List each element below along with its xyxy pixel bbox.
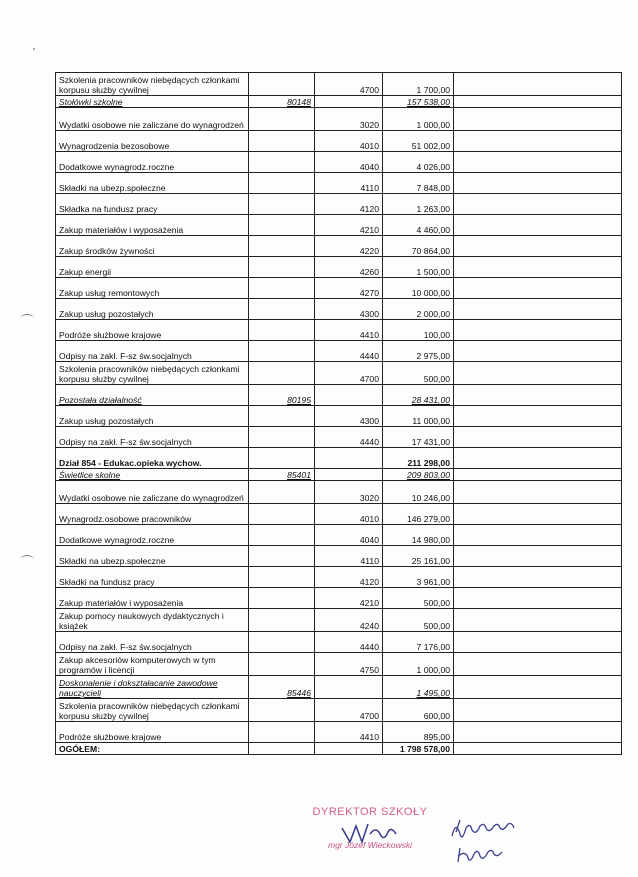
notes-cell <box>454 722 622 743</box>
notes-cell <box>454 743 622 755</box>
item-name-cell: Dodatkowe wynagrodz.roczne <box>56 152 249 173</box>
table-row <box>56 504 622 525</box>
section-code-cell: 80195 <box>249 385 315 406</box>
section-code-cell <box>249 588 315 609</box>
item-name-cell: Składki na fundusz pracy <box>56 567 249 588</box>
notes-cell <box>454 362 622 385</box>
amount-cell: 4 026,00 <box>383 152 454 173</box>
paragraph-code-cell: 4440 <box>315 632 383 653</box>
notes-cell <box>454 448 622 469</box>
paragraph-code-cell: 4120 <box>315 567 383 588</box>
section-code-cell <box>249 215 315 236</box>
amount-cell: 28 431,00 <box>383 385 454 406</box>
notes-cell <box>454 481 622 504</box>
notes-cell <box>454 299 622 320</box>
item-name-cell: Podróże służbowe krajowe <box>56 722 249 743</box>
paragraph-code-cell: 4700 <box>315 73 383 96</box>
notes-cell <box>454 194 622 215</box>
item-name-cell: Wydatki osobowe nie zaliczane do wynagrodzeń <box>56 108 249 131</box>
amount-cell: 157 538,00 <box>383 96 454 108</box>
section-code-cell <box>249 406 315 427</box>
section-row <box>56 676 622 699</box>
notes-cell <box>454 320 622 341</box>
paragraph-code-cell: 4220 <box>315 236 383 257</box>
amount-cell: 7 176,00 <box>383 632 454 653</box>
table-row <box>56 194 622 215</box>
scan-mark <box>33 48 35 50</box>
table-row <box>56 320 622 341</box>
section-code-cell <box>249 257 315 278</box>
punch-hole-mark <box>20 314 34 323</box>
item-name-cell: Odpisy na zakł. F-sz św.socjalnych <box>56 427 249 448</box>
paragraph-code-cell: 4300 <box>315 406 383 427</box>
item-name-cell: Składki na ubezp.społeczne <box>56 546 249 567</box>
item-name-cell: Wynagrodz.osobowe pracowników <box>56 504 249 525</box>
table-row <box>56 152 622 173</box>
section-code-cell <box>249 546 315 567</box>
paragraph-code-cell <box>315 676 383 699</box>
budget-table <box>55 72 622 755</box>
table-row <box>56 257 622 278</box>
paragraph-code-cell <box>315 743 383 755</box>
paragraph-code-cell: 4010 <box>315 504 383 525</box>
item-name-cell: OGÓŁEM: <box>56 743 249 755</box>
amount-cell: 7 848,00 <box>383 173 454 194</box>
item-name-cell: Świetlice skolne <box>56 469 249 481</box>
paragraph-code-cell: 4210 <box>315 588 383 609</box>
amount-cell: 1 495,00 <box>383 676 454 699</box>
item-name-cell: Wydatki osobowe nie zaliczane do wynagrodzeń <box>56 481 249 504</box>
paragraph-code-cell: 4750 <box>315 653 383 676</box>
notes-cell <box>454 152 622 173</box>
section-code-cell: 85446 <box>249 676 315 699</box>
amount-cell: 1 000,00 <box>383 108 454 131</box>
table-row <box>56 131 622 152</box>
budget-table-body <box>56 73 622 755</box>
section-row <box>56 469 622 481</box>
item-name-cell: Odpisy na zakł. F-sz św.socjalnych <box>56 632 249 653</box>
paragraph-code-cell: 4410 <box>315 722 383 743</box>
amount-cell: 70 864,00 <box>383 236 454 257</box>
section-code-cell <box>249 278 315 299</box>
notes-cell <box>454 257 622 278</box>
table-row <box>56 108 622 131</box>
table-row <box>56 546 622 567</box>
director-signature <box>338 818 408 848</box>
notes-cell <box>454 609 622 632</box>
notes-cell <box>454 406 622 427</box>
paragraph-code-cell: 4300 <box>315 299 383 320</box>
amount-cell: 3 961,00 <box>383 567 454 588</box>
table-row <box>56 632 622 653</box>
notes-cell <box>454 504 622 525</box>
item-name-cell: Szkolenia pracowników niebędących członkami korpusu służby cywilnej <box>56 73 249 96</box>
stamp-name: mgr Józef Wieckowski <box>328 840 412 850</box>
table-row <box>56 215 622 236</box>
paragraph-code-cell: 4270 <box>315 278 383 299</box>
paragraph-code-cell: 4040 <box>315 152 383 173</box>
paragraph-code-cell <box>315 448 383 469</box>
amount-cell: 51 002,00 <box>383 131 454 152</box>
section-code-cell <box>249 299 315 320</box>
amount-cell: 17 431,00 <box>383 427 454 448</box>
notes-cell <box>454 469 622 481</box>
section-code-cell <box>249 567 315 588</box>
section-code-cell <box>249 609 315 632</box>
item-name-cell: Szkolenia pracowników niebędących członkami korpusu służby cywilnej <box>56 362 249 385</box>
amount-cell: 1 500,00 <box>383 257 454 278</box>
table-row <box>56 341 622 362</box>
notes-cell <box>454 632 622 653</box>
item-name-cell: Wynagrodzenia bezosobowe <box>56 131 249 152</box>
notes-cell <box>454 525 622 546</box>
notes-cell <box>454 131 622 152</box>
table-row <box>56 362 622 385</box>
section-code-cell <box>249 448 315 469</box>
item-name-cell: Zakup akcesoriów komputerowych w tym programów i licencji <box>56 653 249 676</box>
section-code-cell <box>249 236 315 257</box>
table-row <box>56 567 622 588</box>
table-row <box>56 525 622 546</box>
amount-cell: 11 000,00 <box>383 406 454 427</box>
section-code-cell <box>249 481 315 504</box>
section-code-cell <box>249 722 315 743</box>
notes-cell <box>454 653 622 676</box>
table-row <box>56 722 622 743</box>
section-code-cell: 80148 <box>249 96 315 108</box>
item-name-cell: Składka na fundusz pracy <box>56 194 249 215</box>
notes-cell <box>454 385 622 406</box>
item-name-cell: Doskonalenie i dokształacanie zawodowe nauczycieli <box>56 676 249 699</box>
notes-cell <box>454 341 622 362</box>
section-row <box>56 96 622 108</box>
item-name-cell: Zakup usług pozostałych <box>56 406 249 427</box>
section-code-cell <box>249 632 315 653</box>
section-code-cell <box>249 427 315 448</box>
amount-cell: 2 000,00 <box>383 299 454 320</box>
notes-cell <box>454 427 622 448</box>
amount-cell: 1 700,00 <box>383 73 454 96</box>
item-name-cell: Zakup energii <box>56 257 249 278</box>
paragraph-code-cell: 3020 <box>315 108 383 131</box>
notes-cell <box>454 73 622 96</box>
amount-cell: 1 798 578,00 <box>383 743 454 755</box>
notes-cell <box>454 676 622 699</box>
section-code-cell: 85401 <box>249 469 315 481</box>
section-code-cell <box>249 525 315 546</box>
table-row <box>56 173 622 194</box>
section-code-cell <box>249 320 315 341</box>
paragraph-code-cell: 4240 <box>315 609 383 632</box>
amount-cell: 500,00 <box>383 588 454 609</box>
paragraph-code-cell: 4110 <box>315 173 383 194</box>
notes-cell <box>454 215 622 236</box>
item-name-cell: Zakup środków żywności <box>56 236 249 257</box>
item-name-cell: Zakup materiałów i wyposażenia <box>56 215 249 236</box>
amount-cell: 1 000,00 <box>383 653 454 676</box>
item-name-cell: Podróże służbowe krajowe <box>56 320 249 341</box>
item-name-cell: Zakup materiałów i wyposażenia <box>56 588 249 609</box>
item-name-cell: Zakup pomocy naukowych dydaktycznych i książek <box>56 609 249 632</box>
paragraph-code-cell: 4700 <box>315 699 383 722</box>
notes-cell <box>454 108 622 131</box>
amount-cell: 146 279,00 <box>383 504 454 525</box>
section-code-cell <box>249 699 315 722</box>
amount-cell: 10 246,00 <box>383 481 454 504</box>
amount-cell: 14 980,00 <box>383 525 454 546</box>
section-code-cell <box>249 152 315 173</box>
section-code-cell <box>249 131 315 152</box>
total-row <box>56 743 622 755</box>
amount-cell: 10 000,00 <box>383 278 454 299</box>
notes-cell <box>454 173 622 194</box>
table-row <box>56 588 622 609</box>
paragraph-code-cell: 4010 <box>315 131 383 152</box>
table-row <box>56 406 622 427</box>
amount-cell: 1 263,00 <box>383 194 454 215</box>
paragraph-code-cell <box>315 385 383 406</box>
paragraph-code-cell: 4260 <box>315 257 383 278</box>
section-code-cell <box>249 73 315 96</box>
item-name-cell: Dodatkowe wynagrodz.roczne <box>56 525 249 546</box>
paragraph-code-cell <box>315 469 383 481</box>
amount-cell: 2 975,00 <box>383 341 454 362</box>
total-row <box>56 448 622 469</box>
section-code-cell <box>249 504 315 525</box>
item-name-cell: Odpisy na zakł. F-sz św.socjalnych <box>56 341 249 362</box>
table-row <box>56 609 622 632</box>
section-code-cell <box>249 194 315 215</box>
section-code-cell <box>249 653 315 676</box>
handwritten-signature <box>446 812 536 868</box>
notes-cell <box>454 236 622 257</box>
amount-cell: 25 161,00 <box>383 546 454 567</box>
amount-cell: 209 803,00 <box>383 469 454 481</box>
section-code-cell <box>249 341 315 362</box>
paragraph-code-cell <box>315 96 383 108</box>
notes-cell <box>454 699 622 722</box>
notes-cell <box>454 96 622 108</box>
section-code-cell <box>249 173 315 194</box>
item-name-cell: Stołówki szkolne <box>56 96 249 108</box>
paragraph-code-cell: 4210 <box>315 215 383 236</box>
amount-cell: 500,00 <box>383 362 454 385</box>
paragraph-code-cell: 4700 <box>315 362 383 385</box>
paragraph-code-cell: 4040 <box>315 525 383 546</box>
section-code-cell <box>249 108 315 131</box>
amount-cell: 211 298,00 <box>383 448 454 469</box>
notes-cell <box>454 546 622 567</box>
table-row <box>56 278 622 299</box>
punch-hole-mark <box>20 555 34 564</box>
item-name-cell: Szkolenia pracowników niebędących członkami korpusu służby cywilnej <box>56 699 249 722</box>
amount-cell: 500,00 <box>383 609 454 632</box>
amount-cell: 895,00 <box>383 722 454 743</box>
section-code-cell <box>249 743 315 755</box>
table-row <box>56 73 622 96</box>
paragraph-code-cell: 4440 <box>315 341 383 362</box>
amount-cell: 4 460,00 <box>383 215 454 236</box>
notes-cell <box>454 567 622 588</box>
item-name-cell: Dział 854 - Edukac.opieka wychow. <box>56 448 249 469</box>
table-row <box>56 299 622 320</box>
item-name-cell: Pozostała działalność <box>56 385 249 406</box>
table-row <box>56 481 622 504</box>
notes-cell <box>454 278 622 299</box>
table-row <box>56 699 622 722</box>
table-row <box>56 653 622 676</box>
amount-cell: 100,00 <box>383 320 454 341</box>
paragraph-code-cell: 4410 <box>315 320 383 341</box>
item-name-cell: Składki na ubezp.społeczne <box>56 173 249 194</box>
table-row <box>56 427 622 448</box>
notes-cell <box>454 588 622 609</box>
amount-cell: 600,00 <box>383 699 454 722</box>
paragraph-code-cell: 3020 <box>315 481 383 504</box>
section-row <box>56 385 622 406</box>
section-code-cell <box>249 362 315 385</box>
paragraph-code-cell: 4440 <box>315 427 383 448</box>
stamp-title: DYREKTOR SZKOŁY <box>312 806 428 818</box>
item-name-cell: Zakup usług pozostałych <box>56 299 249 320</box>
paragraph-code-cell: 4110 <box>315 546 383 567</box>
paragraph-code-cell: 4120 <box>315 194 383 215</box>
table-row <box>56 236 622 257</box>
item-name-cell: Zakup usług remontowych <box>56 278 249 299</box>
